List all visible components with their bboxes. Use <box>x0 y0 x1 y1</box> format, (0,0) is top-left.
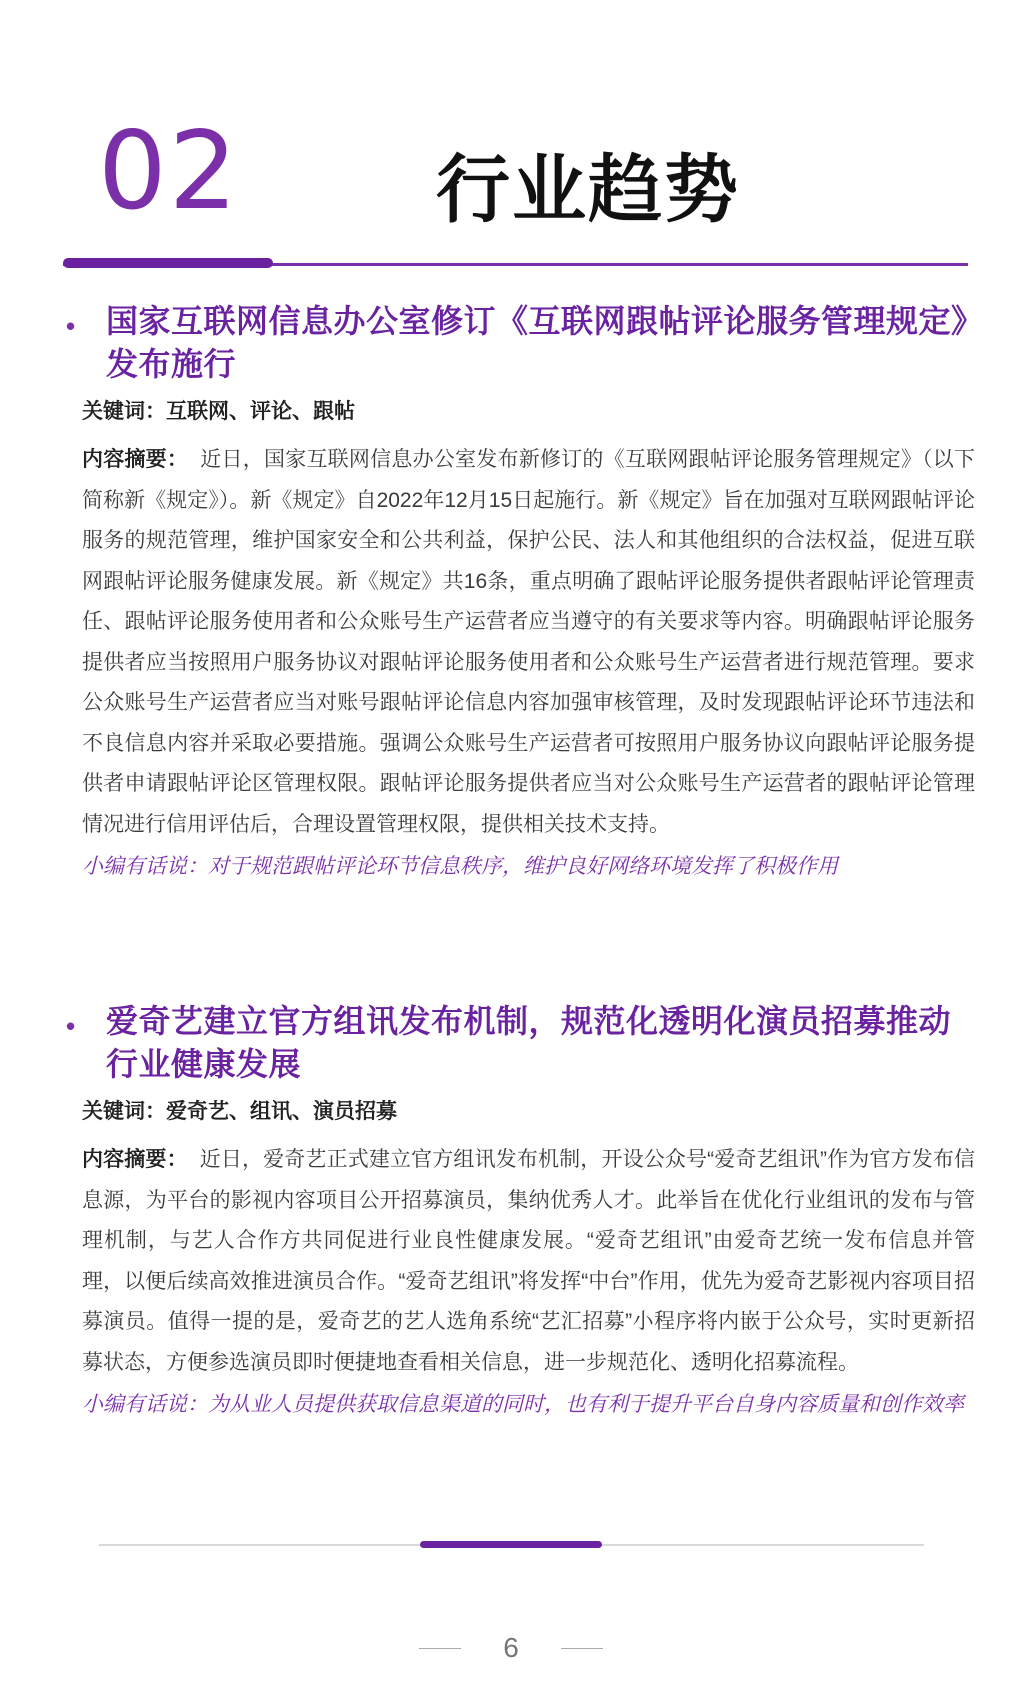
page-dash-left <box>419 1648 461 1649</box>
summary-label: 内容摘要： <box>82 1148 188 1171</box>
section-number: 02 <box>98 109 240 234</box>
article-summary <box>82 440 975 845</box>
summary-text: 近日，国家互联网信息办公室发布新修订的《互联网跟帖评论服务管理规定》（以下简称新《规定》）。新《规定》自2022年12月15日起施行。新《规定》旨在加强对互联网跟帖评论服务的规范管理，维护国家安全和公共利益，保护公民、法人和其他组织的合法权益，促进互联网跟帖评论服务健康发展。新《规定》共16条，重点明确了跟帖评论服务提供者跟帖评论管理责任、跟帖评论服务使用者和公众账号生产运营者应当遵守的有关要求等内容。明确跟帖评论服务提供者应当按照用户服务协议对跟帖评论服务使用者和公众账号生产运营者进行规范管理。要求公众账号生产运营者应当对账号跟帖评论信息内容加强审核管理，及时发现跟帖评论环节违法和不良信息内容并采取必要措施。强调公众账号生产运营者可按照用户服务协议向跟帖评论服务提供者申请跟帖评论区管理权限。跟帖评论服务提供者应当对公众账号生产运营者的跟帖评论管理情况进行信用评估后，合理设置管理权限，提供相关技术支持。 <box>82 448 976 836</box>
bullet-icon: • <box>66 1011 76 1041</box>
article-summary <box>82 1140 975 1383</box>
page-footer <box>0 1632 1022 1664</box>
header-divider-accent <box>63 258 273 268</box>
article-item <box>60 1000 975 1426</box>
section-title: 行业趋势 <box>436 147 740 233</box>
footer-divider-accent <box>420 1541 602 1548</box>
bullet-icon: • <box>66 311 76 341</box>
article-keywords: 关键词：互联网、评论、跟帖 <box>82 400 355 423</box>
article-item <box>60 300 975 888</box>
page-number: 6 <box>503 1632 519 1663</box>
editor-note: 小编有话说：对于规范跟帖评论环节信息秩序，维护良好网络环境发挥了积极作用 <box>82 855 838 878</box>
editor-note: 小编有话说：为从业人员提供获取信息渠道的同时，也有利于提升平台自身内容质量和创作效率 <box>82 1393 964 1416</box>
article-title: 国家互联网信息办公室修订《互联网跟帖评论服务管理规定》发布施行 <box>106 303 968 382</box>
summary-label: 内容摘要： <box>82 448 189 471</box>
page-dash-right <box>561 1648 603 1649</box>
article-title: 爱奇艺建立官方组讯发布机制，规范化透明化演员招募推动行业健康发展 <box>106 1003 952 1082</box>
summary-text: 近日，爱奇艺正式建立官方组讯发布机制，开设公众号“爱奇艺组讯”作为官方发布信息源，为平台的影视内容项目公开招募演员，集纳优秀人才。此举旨在优化行业组讯的发布与管理机制，与艺人合作方共同促进行业良性健康发展。“爱奇艺组讯”由爱奇艺统一发布信息并管理，以便后续高效推进演员合作。“爱奇艺组讯”将发挥“中台”作用，优先为爱奇艺影视内容项目招募演员。值得一提的是，爱奇艺的艺人选角系统“艺汇招募”小程序将内嵌于公众号，实时更新招募状态，方便参选演员即时便捷地查看相关信息，进一步规范化、透明化招募流程。 <box>82 1148 976 1374</box>
article-keywords: 关键词：爱奇艺、组讯、演员招募 <box>82 1100 397 1123</box>
